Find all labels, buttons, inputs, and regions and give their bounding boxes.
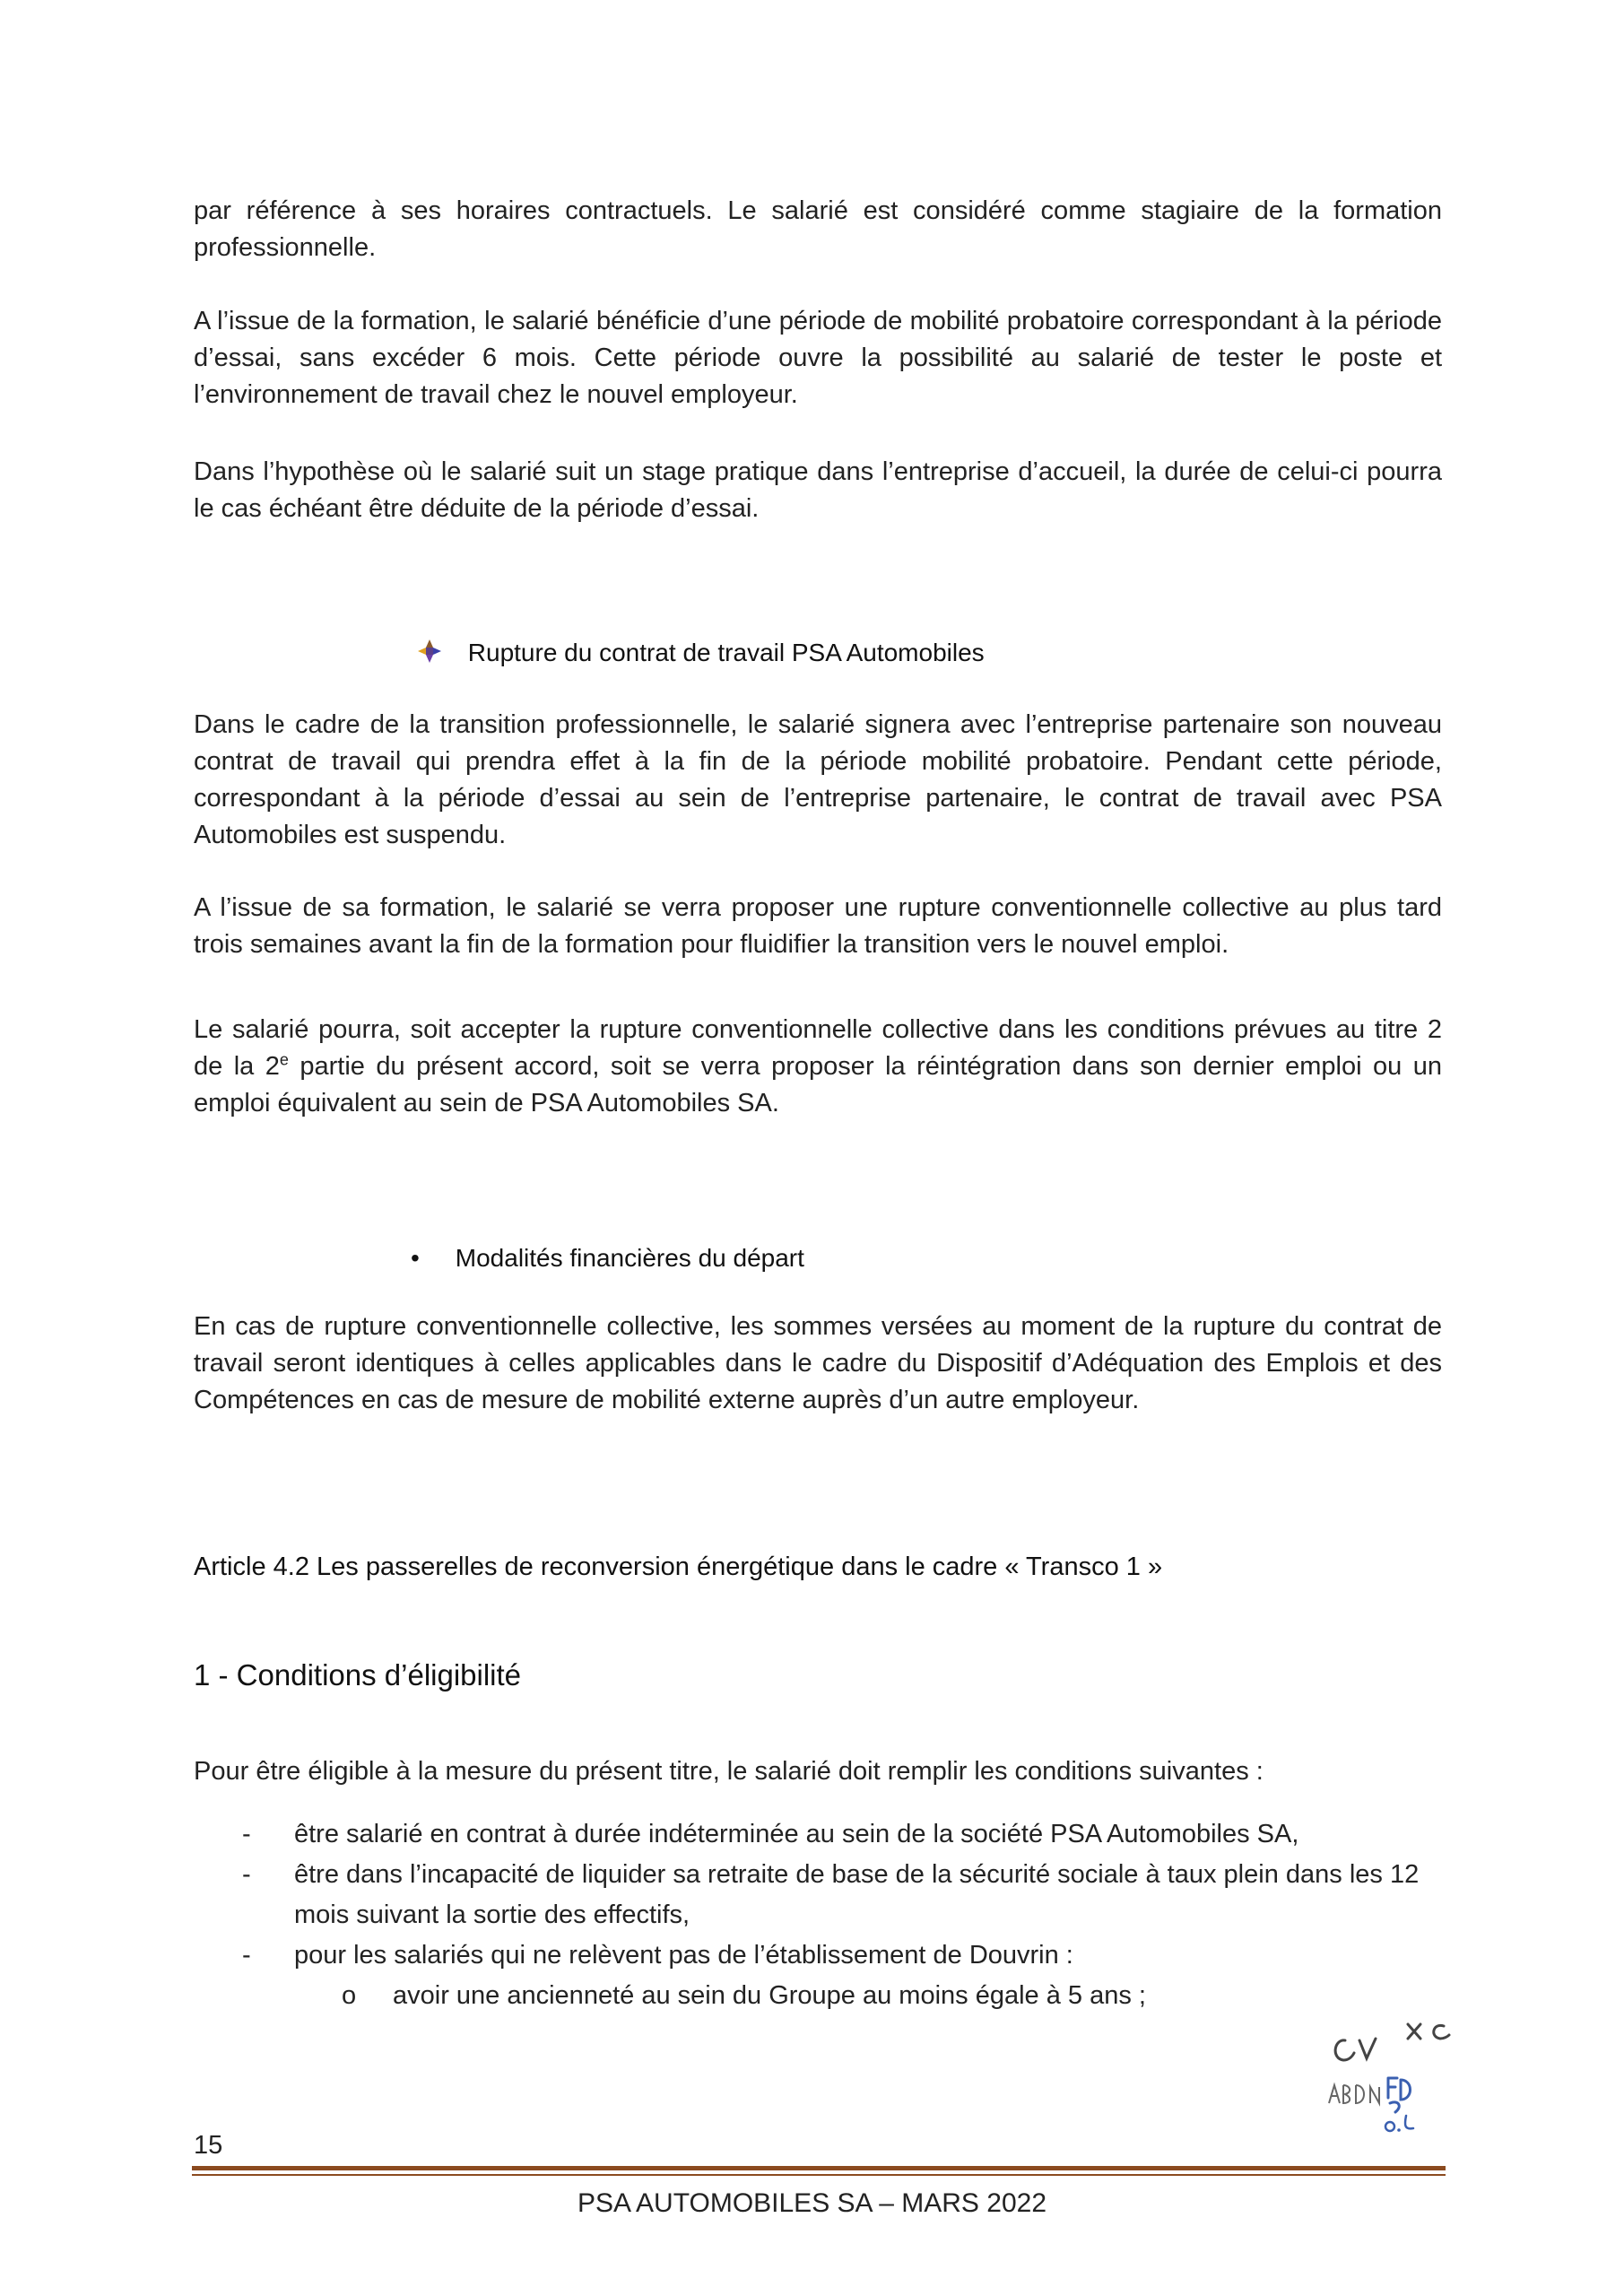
heading-rupture <box>416 635 985 671</box>
sub-list-item <box>194 1976 1442 2016</box>
paragraph-stage-pratique: Dans l’hypothèse où le salarié suit un stage pratique dans l’entreprise d’accueil, la durée de celui-ci pourra le cas échéant être déduite de la période d’essai. <box>194 457 1442 523</box>
dash-marker: - <box>242 1941 251 1970</box>
page-number: 15 <box>194 2131 223 2160</box>
list-item-text: être salarié en contrat à durée indéterminée au sein de la société PSA Automobiles SA, <box>294 1820 1299 1848</box>
section-title-conditions: 1 - Conditions d’éligibilité <box>194 1658 522 1692</box>
sub-list-item-text: avoir une ancienneté au sein du Groupe au moins égale à 5 ans ; <box>393 1981 1146 2010</box>
four-arrows-icon <box>416 638 443 665</box>
bullet-icon: • <box>411 1244 420 1272</box>
reintegration-text-start: Le salarié pourra, soit accepter la rupture conventionnelle collective dans les conditions prévues au titre 2 de la 2 <box>194 1015 1442 1081</box>
dash-marker: - <box>242 1820 251 1848</box>
footer-rule-thick <box>192 2166 1446 2170</box>
paragraph-reintegration <box>194 1012 1442 1122</box>
paragraph-sommes-versees: En cas de rupture conventionnelle collective, les sommes versées au moment de la rupture du contrat de travail seront identiques à celles applicables dans le cadre du Dispositif d’Adéquation des Emplois et des Compétences en cas de mesure de mobilité externe auprès d’un autre employeur. <box>194 1312 1442 1414</box>
ordinal-superscript: e <box>279 1050 289 1069</box>
list-item <box>194 1855 1442 1935</box>
footer-text: PSA AUTOMOBILES SA – MARS 2022 <box>577 2188 1047 2218</box>
handwritten-initials <box>1318 2013 1498 2139</box>
heading-modalites <box>411 1240 804 1276</box>
eligibility-list <box>194 1814 1442 2016</box>
paragraph-rupture-conventionnelle: A l’issue de sa formation, le salarié se verra proposer une rupture conventionnelle collective au plus tard trois semaines avant la fin de la formation pour fluidifier la transition vers le nouvel emploi. <box>194 893 1442 959</box>
heading-rupture-label: Rupture du contrat de travail PSA Automobiles <box>467 639 985 666</box>
heading-modalites-label: Modalités financières du départ <box>455 1244 804 1272</box>
list-item <box>194 1935 1442 1976</box>
dash-marker: - <box>242 1860 251 1889</box>
footer-rule-thin <box>192 2174 1446 2176</box>
paragraph-horaires: par référence à ses horaires contractuels. Le salarié est considéré comme stagiaire de la formation professionnelle. <box>194 196 1442 262</box>
article-title: Article 4.2 Les passerelles de reconversion énergétique dans le cadre « Transco 1 » <box>194 1552 1163 1581</box>
list-item-text: être dans l’incapacité de liquider sa retraite de base de la sécurité sociale à taux plein dans les 12 mois suivant la sortie des effectifs, <box>294 1860 1420 1929</box>
paragraph-periode-probatoire: A l’issue de la formation, le salarié bénéficie d’une période de mobilité probatoire correspondant à la période d’essai, sans excéder 6 mois. Cette période ouvre la possibilité au salarié de tester le poste et l’environnement de travail chez le nouvel employeur. <box>194 307 1442 409</box>
circle-marker: o <box>342 1981 357 2010</box>
list-item <box>194 1814 1442 1855</box>
list-item-text: pour les salariés qui ne relèvent pas de l’établissement de Douvrin : <box>294 1941 1073 1970</box>
paragraph-transition: Dans le cadre de la transition professionnelle, le salarié signera avec l’entreprise partenaire son nouveau contrat de travail qui prendra effet à la fin de la période mobilité probatoire. Pendant cette période, correspondant à la période d’essai au sein de l’entreprise partenaire, le contrat de travail avec PSA Automobiles est suspendu. <box>194 710 1442 849</box>
reintegration-text-end: partie du présent accord, soit se verra proposer la réintégration dans son dernier emploi ou un emploi équivalent au sein de PSA Automobiles SA. <box>194 1052 1442 1118</box>
paragraph-eligibilite-intro: Pour être éligible à la mesure du présent titre, le salarié doit remplir les conditions suivantes : <box>194 1757 1264 1786</box>
